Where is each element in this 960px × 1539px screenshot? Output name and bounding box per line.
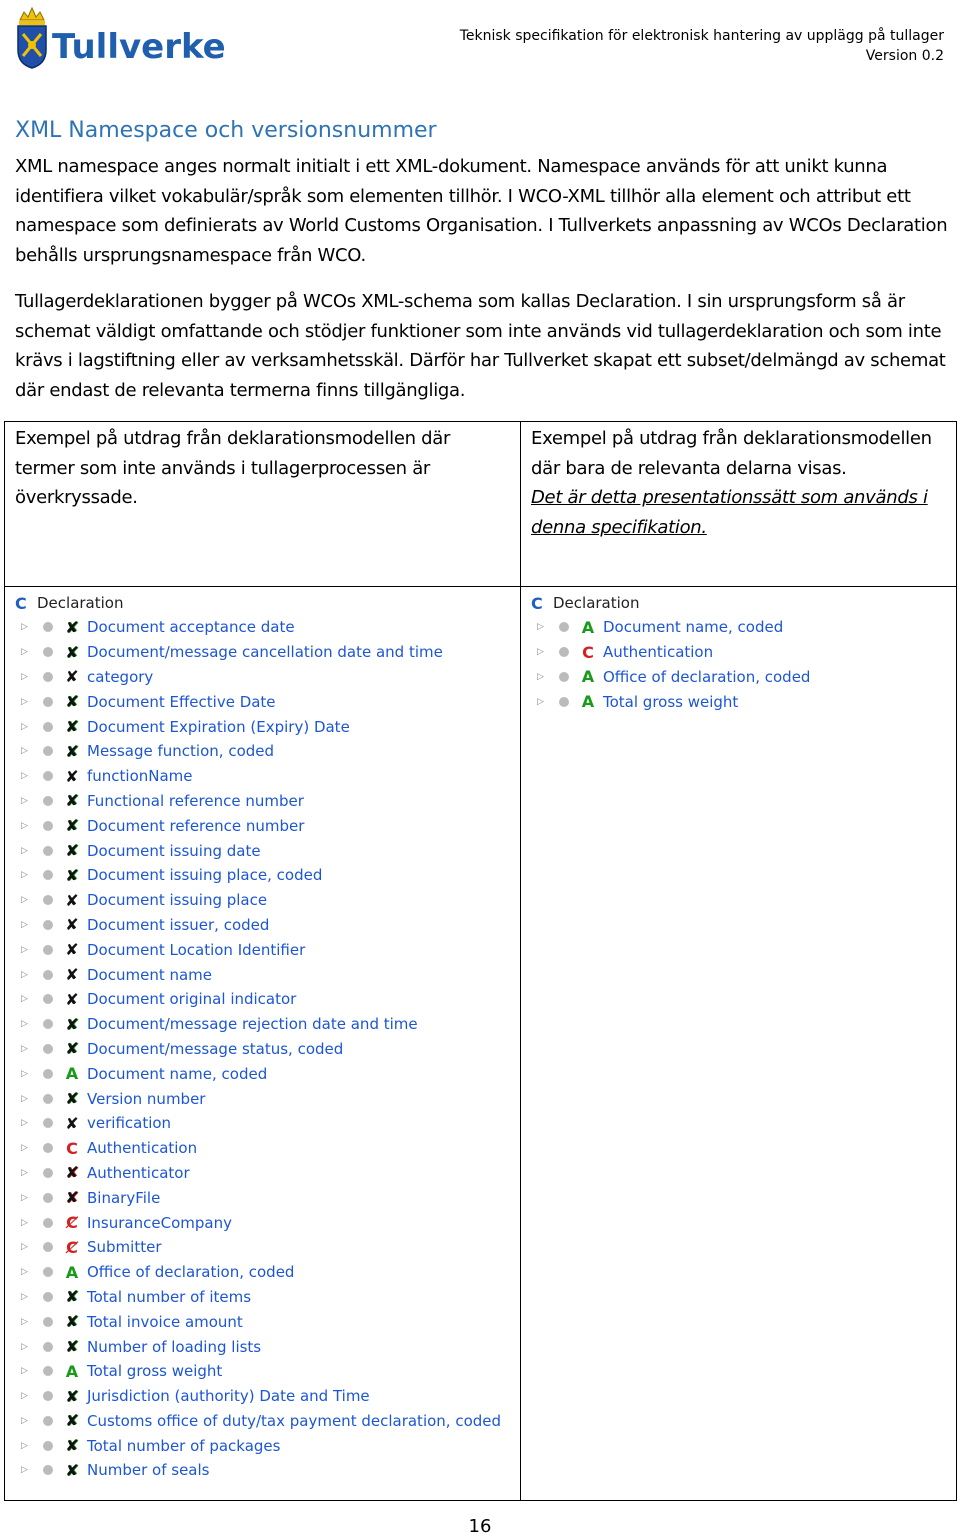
tree-item-label: Submitter — [87, 1238, 162, 1257]
tree-item-label: Total number of items — [87, 1287, 252, 1306]
tree-item[interactable] — [15, 1458, 520, 1483]
tree-item-label: Version number — [87, 1089, 206, 1108]
status-dot-icon — [43, 1342, 53, 1352]
tree-item[interactable] — [15, 1285, 520, 1310]
status-dot-icon — [43, 1094, 53, 1104]
tree-item-label: Document/message cancellation date and time — [87, 643, 443, 662]
expand-arrow-icon[interactable]: ▷ — [21, 1465, 28, 1476]
attribute-icon: A — [581, 692, 595, 712]
expand-arrow-icon[interactable]: ▷ — [21, 1093, 28, 1104]
tree-item-label: Document name, coded — [87, 1064, 268, 1083]
excluded-attribute-icon: ✘ — [65, 1386, 79, 1406]
tree-root-label: Declaration — [553, 594, 640, 612]
excluded-attribute-icon: ✘ — [65, 816, 79, 836]
excluded-icon: ✘ — [65, 940, 79, 960]
expand-arrow-icon[interactable]: ▷ — [21, 1043, 28, 1054]
status-dot-icon — [43, 1044, 53, 1054]
tree-item-label: Document Location Identifier — [87, 940, 306, 959]
expand-arrow-icon[interactable]: ▷ — [21, 1415, 28, 1426]
expand-arrow-icon[interactable]: ▷ — [21, 771, 28, 782]
expand-arrow-icon[interactable]: ▷ — [21, 622, 28, 633]
right-caption-cell — [521, 422, 957, 587]
tree-item[interactable] — [15, 813, 520, 838]
tree-item[interactable] — [15, 838, 520, 863]
tree-item[interactable] — [15, 689, 520, 714]
tree-item[interactable] — [15, 665, 520, 690]
excluded-icon: ✘ — [65, 965, 79, 985]
right-caption-text: Exempel på utdrag från deklarationsmodellen där bara de relevanta delarna visas. — [531, 428, 932, 479]
excluded-attribute-icon: ✘ — [65, 1014, 79, 1034]
expand-arrow-icon[interactable]: ▷ — [21, 1143, 28, 1154]
tree-item-label: verification — [87, 1114, 172, 1133]
tree-item[interactable] — [15, 1185, 520, 1210]
right-caption-emphasis: Det är detta presentationssätt som används i denna specifikation. — [531, 487, 928, 539]
tree-item[interactable] — [15, 1309, 520, 1334]
tree-item-label: Document issuing date — [87, 841, 261, 860]
tree-item[interactable] — [15, 1384, 520, 1409]
excluded-attribute-icon: ✘ — [65, 865, 79, 885]
expand-arrow-icon[interactable]: ▷ — [21, 820, 28, 831]
tree-item[interactable] — [15, 739, 520, 764]
expand-arrow-icon[interactable]: ▷ — [537, 696, 544, 707]
tree-item-label: Office of declaration, coded — [603, 667, 811, 686]
excluded-attribute-icon: ✘ — [65, 1089, 79, 1109]
header-version: Version 0.2 — [865, 48, 944, 64]
tree-item[interactable] — [15, 764, 520, 789]
expand-arrow-icon[interactable]: ▷ — [21, 1391, 28, 1402]
tree-item[interactable] — [15, 615, 520, 640]
excluded-attribute-icon: ✘ — [65, 841, 79, 861]
left-tree-cell — [5, 587, 521, 1501]
left-caption: Exempel på utdrag från deklarationsmodellen där termer som inte används i tullagerprocessen är överkryssade. — [15, 428, 451, 509]
tree-item-label: InsuranceCompany — [87, 1213, 232, 1232]
tree-item[interactable] — [15, 1086, 520, 1111]
expand-arrow-icon[interactable]: ▷ — [21, 919, 28, 930]
attribute-icon: A — [65, 1262, 79, 1282]
excluded-icon: ✘ — [65, 989, 79, 1009]
excluded-class-icon: ✘ — [65, 1163, 79, 1183]
expand-arrow-icon[interactable]: ▷ — [21, 895, 28, 906]
status-dot-icon — [43, 821, 53, 831]
excluded-attribute-icon: ✘ — [65, 1411, 79, 1431]
tree-item-label: Total number of packages — [87, 1436, 281, 1455]
status-dot-icon — [43, 1465, 53, 1475]
tree-item-label: Authentication — [87, 1139, 198, 1158]
excluded-class-icon: ✘ — [65, 1188, 79, 1208]
tree-item-label: Jurisdiction (authority) Date and Time — [87, 1387, 370, 1406]
expand-arrow-icon[interactable]: ▷ — [21, 671, 28, 682]
status-dot-icon — [559, 647, 569, 657]
status-dot-icon — [43, 647, 53, 657]
excluded-attribute-icon: ✘ — [65, 1436, 79, 1456]
tree-item-label: Document original indicator — [87, 990, 297, 1009]
expand-arrow-icon[interactable]: ▷ — [21, 1366, 28, 1377]
excluded-attribute-icon: ✘ — [65, 617, 79, 637]
expand-arrow-icon[interactable]: ▷ — [21, 1242, 28, 1253]
attribute-icon: A — [65, 1361, 79, 1381]
status-dot-icon — [43, 1069, 53, 1079]
tree-item[interactable] — [15, 863, 520, 888]
page-header — [460, 26, 944, 66]
tree-item[interactable] — [15, 1061, 520, 1086]
status-dot-icon — [43, 1193, 53, 1203]
tree-item[interactable] — [15, 1409, 520, 1434]
tree-item-label: Number of seals — [87, 1461, 210, 1480]
expand-arrow-icon[interactable]: ▷ — [537, 671, 544, 682]
expand-arrow-icon[interactable]: ▷ — [21, 944, 28, 955]
status-dot-icon — [43, 1267, 53, 1277]
status-dot-icon — [43, 672, 53, 682]
tree-item-label: Document/message status, coded — [87, 1039, 344, 1058]
tree-item[interactable] — [15, 640, 520, 665]
expand-arrow-icon[interactable]: ▷ — [21, 1291, 28, 1302]
status-dot-icon — [43, 771, 53, 781]
expand-arrow-icon[interactable]: ▷ — [21, 1217, 28, 1228]
tree-item[interactable] — [15, 1359, 520, 1384]
expand-arrow-icon[interactable]: ▷ — [21, 647, 28, 658]
tree-root[interactable] — [15, 591, 520, 615]
tree-item-label: Authenticator — [87, 1163, 190, 1182]
status-dot-icon — [43, 994, 53, 1004]
excluded-attribute-icon: ✘ — [65, 1039, 79, 1059]
tree-item-label: functionName — [87, 767, 193, 786]
tree-root-label: Declaration — [37, 594, 124, 612]
tree-item-label: Total gross weight — [87, 1362, 223, 1381]
status-dot-icon — [43, 945, 53, 955]
tree-item-label: Document issuing place, coded — [87, 866, 323, 885]
status-dot-icon — [43, 1019, 53, 1029]
status-dot-icon — [43, 1218, 53, 1228]
expand-arrow-icon[interactable]: ▷ — [21, 1316, 28, 1327]
right-caption — [521, 422, 956, 543]
excluded-attribute-icon: ✘ — [65, 741, 79, 761]
tree-item-label: Authentication — [603, 643, 714, 662]
tree-item[interactable] — [15, 1111, 520, 1136]
status-dot-icon — [43, 746, 53, 756]
tree-item[interactable] — [15, 937, 520, 962]
tree-item[interactable] — [15, 1210, 520, 1235]
status-dot-icon — [559, 622, 569, 632]
comparison-table — [4, 421, 957, 1501]
svg-text:Tullverket: Tullverket — [52, 27, 224, 67]
tree-item-label: Document issuer, coded — [87, 915, 270, 934]
status-dot-icon — [43, 796, 53, 806]
class-icon: C — [66, 1138, 78, 1158]
right-declaration-tree — [521, 587, 956, 714]
tree-item-label: Document reference number — [87, 816, 305, 835]
tree-item-label: Total invoice amount — [87, 1312, 243, 1331]
tree-item[interactable] — [15, 1161, 520, 1186]
expand-arrow-icon[interactable]: ▷ — [21, 1068, 28, 1079]
class-icon: C — [15, 593, 27, 613]
status-dot-icon — [43, 622, 53, 632]
left-caption-cell — [5, 422, 521, 587]
tree-item[interactable] — [15, 1433, 520, 1458]
paragraph-declaration: Tullagerdeklarationen bygger på WCOs XML-schema som kallas Declaration. I sin ursprungsform så är schemat väldigt omfattande och stödjer funktioner som inte används vid tullagerdeklaration och som inte krävs i lagstiftning eller av verksamhetsskäl. Därför har Tullverket skapat ett subset/delmängd av schemat där endast de relevanta termerna finns tillgängliga. — [15, 291, 946, 402]
status-dot-icon — [559, 672, 569, 682]
tree-item-label: Document/message rejection date and time — [87, 1015, 418, 1034]
expand-arrow-icon[interactable]: ▷ — [21, 1440, 28, 1451]
tree-item[interactable] — [15, 913, 520, 938]
tree-item[interactable] — [15, 888, 520, 913]
header-title: Teknisk specifikation för elektronisk hantering av upplägg på tullager — [459, 28, 944, 44]
status-dot-icon — [43, 1416, 53, 1426]
tree-item[interactable] — [15, 1037, 520, 1062]
excluded-attribute-icon: ✘ — [65, 791, 79, 811]
excluded-attribute-icon: ✘ — [65, 692, 79, 712]
excluded-attribute-icon: ✘ — [65, 1337, 79, 1356]
tree-item[interactable] — [531, 615, 956, 640]
status-dot-icon — [43, 1118, 53, 1128]
attribute-icon: A — [581, 667, 595, 687]
excluded-icon: ✘ — [65, 1113, 79, 1133]
expand-arrow-icon[interactable]: ▷ — [537, 647, 544, 658]
excluded-icon: ✘ — [65, 766, 79, 786]
tree-item[interactable] — [15, 1235, 520, 1260]
class-icon: C — [531, 593, 543, 613]
expand-arrow-icon[interactable]: ▷ — [21, 1341, 28, 1352]
section-heading: XML Namespace och versionsnummer — [15, 118, 437, 143]
crown-shield-icon — [18, 8, 46, 68]
status-dot-icon — [43, 1317, 53, 1327]
status-dot-icon — [43, 1168, 53, 1178]
tree-item[interactable] — [15, 1012, 520, 1037]
expand-arrow-icon[interactable]: ▷ — [21, 1118, 28, 1129]
status-dot-icon — [43, 1366, 53, 1376]
expand-arrow-icon[interactable]: ▷ — [21, 1192, 28, 1203]
tree-item-label: Document name — [87, 965, 213, 984]
tree-item[interactable] — [15, 789, 520, 814]
excluded-attribute-icon: ✘ — [65, 1460, 79, 1480]
excluded-attribute-icon: ✘ — [65, 1287, 79, 1307]
tree-item-label: Document acceptance date — [87, 618, 295, 637]
excluded-class-icon: Ȼ — [66, 1213, 78, 1233]
tree-item[interactable] — [15, 1136, 520, 1161]
tree-item-label: Document issuing place — [87, 891, 268, 910]
tree-item[interactable] — [531, 665, 956, 690]
expand-arrow-icon[interactable]: ▷ — [21, 1167, 28, 1178]
tree-item-label: Office of declaration, coded — [87, 1263, 295, 1282]
status-dot-icon — [43, 1143, 53, 1153]
tree-item[interactable] — [15, 1334, 520, 1359]
status-dot-icon — [43, 920, 53, 930]
tree-item-label: Document Effective Date — [87, 692, 276, 711]
expand-arrow-icon[interactable]: ▷ — [537, 622, 544, 633]
expand-arrow-icon[interactable]: ▷ — [21, 795, 28, 806]
tree-item-label: Number of loading lists — [87, 1337, 262, 1356]
tree-item[interactable] — [15, 962, 520, 987]
status-dot-icon — [43, 722, 53, 732]
page-number: 16 — [468, 1516, 492, 1537]
tree-item-label: category — [87, 667, 154, 686]
excluded-attribute-icon: ✘ — [65, 717, 79, 737]
left-declaration-tree — [5, 587, 520, 1483]
right-tree-cell — [521, 587, 957, 1501]
tree-item-label: Total gross weight — [603, 692, 739, 711]
tree-item[interactable] — [15, 714, 520, 739]
tree-item-label: Customs office of duty/tax payment declaration, coded — [87, 1411, 502, 1430]
tullverket-logo — [14, 4, 224, 72]
status-dot-icon — [43, 895, 53, 905]
status-dot-icon — [43, 697, 53, 707]
excluded-attribute-icon: ✘ — [65, 1312, 79, 1332]
tree-item-label: Functional reference number — [87, 791, 304, 810]
expand-arrow-icon[interactable]: ▷ — [21, 870, 28, 881]
tree-item-label: Document Expiration (Expiry) Date — [87, 717, 350, 736]
expand-arrow-icon[interactable]: ▷ — [21, 696, 28, 707]
expand-arrow-icon[interactable]: ▷ — [21, 994, 28, 1005]
tree-item[interactable] — [531, 689, 956, 714]
tree-item[interactable] — [15, 1260, 520, 1285]
expand-arrow-icon[interactable]: ▷ — [21, 1267, 28, 1278]
class-icon: C — [582, 642, 594, 662]
status-dot-icon — [43, 846, 53, 856]
status-dot-icon — [43, 1441, 53, 1451]
tree-item-label: Message function, coded — [87, 742, 275, 761]
status-dot-icon — [43, 870, 53, 880]
paragraph-namespace: XML namespace anges normalt initialt i ett XML-dokument. Namespace används för att unikt kunna identifiera vilket vokabulär/språk som elementen tillhör. I WCO-XML tillhör alla element och attribut ett namespace som definierats av World Customs Organisation. I Tullverkets anpassning av WCOs Declaration behålls ursprungsnamespace från WCO. — [15, 156, 948, 267]
tree-item-label: BinaryFile — [87, 1188, 161, 1207]
excluded-icon: ✘ — [65, 667, 79, 687]
excluded-class-icon: Ȼ — [66, 1237, 78, 1257]
expand-arrow-icon[interactable]: ▷ — [21, 845, 28, 856]
tree-item-label: Document name, coded — [603, 618, 784, 637]
expand-arrow-icon[interactable]: ▷ — [21, 969, 28, 980]
tree-root[interactable] — [531, 591, 956, 615]
tree-item[interactable] — [531, 640, 956, 665]
status-dot-icon — [43, 970, 53, 980]
attribute-icon: A — [581, 617, 595, 637]
status-dot-icon — [559, 697, 569, 707]
tree-item[interactable] — [15, 987, 520, 1012]
excluded-icon: ✘ — [65, 890, 79, 910]
expand-arrow-icon[interactable]: ▷ — [21, 721, 28, 732]
status-dot-icon — [43, 1292, 53, 1302]
attribute-icon: A — [65, 1064, 79, 1084]
excluded-attribute-icon: ✘ — [65, 642, 79, 662]
excluded-icon: ✘ — [65, 915, 79, 935]
status-dot-icon — [43, 1391, 53, 1401]
expand-arrow-icon[interactable]: ▷ — [21, 1019, 28, 1030]
status-dot-icon — [43, 1242, 53, 1252]
expand-arrow-icon[interactable]: ▷ — [21, 746, 28, 757]
